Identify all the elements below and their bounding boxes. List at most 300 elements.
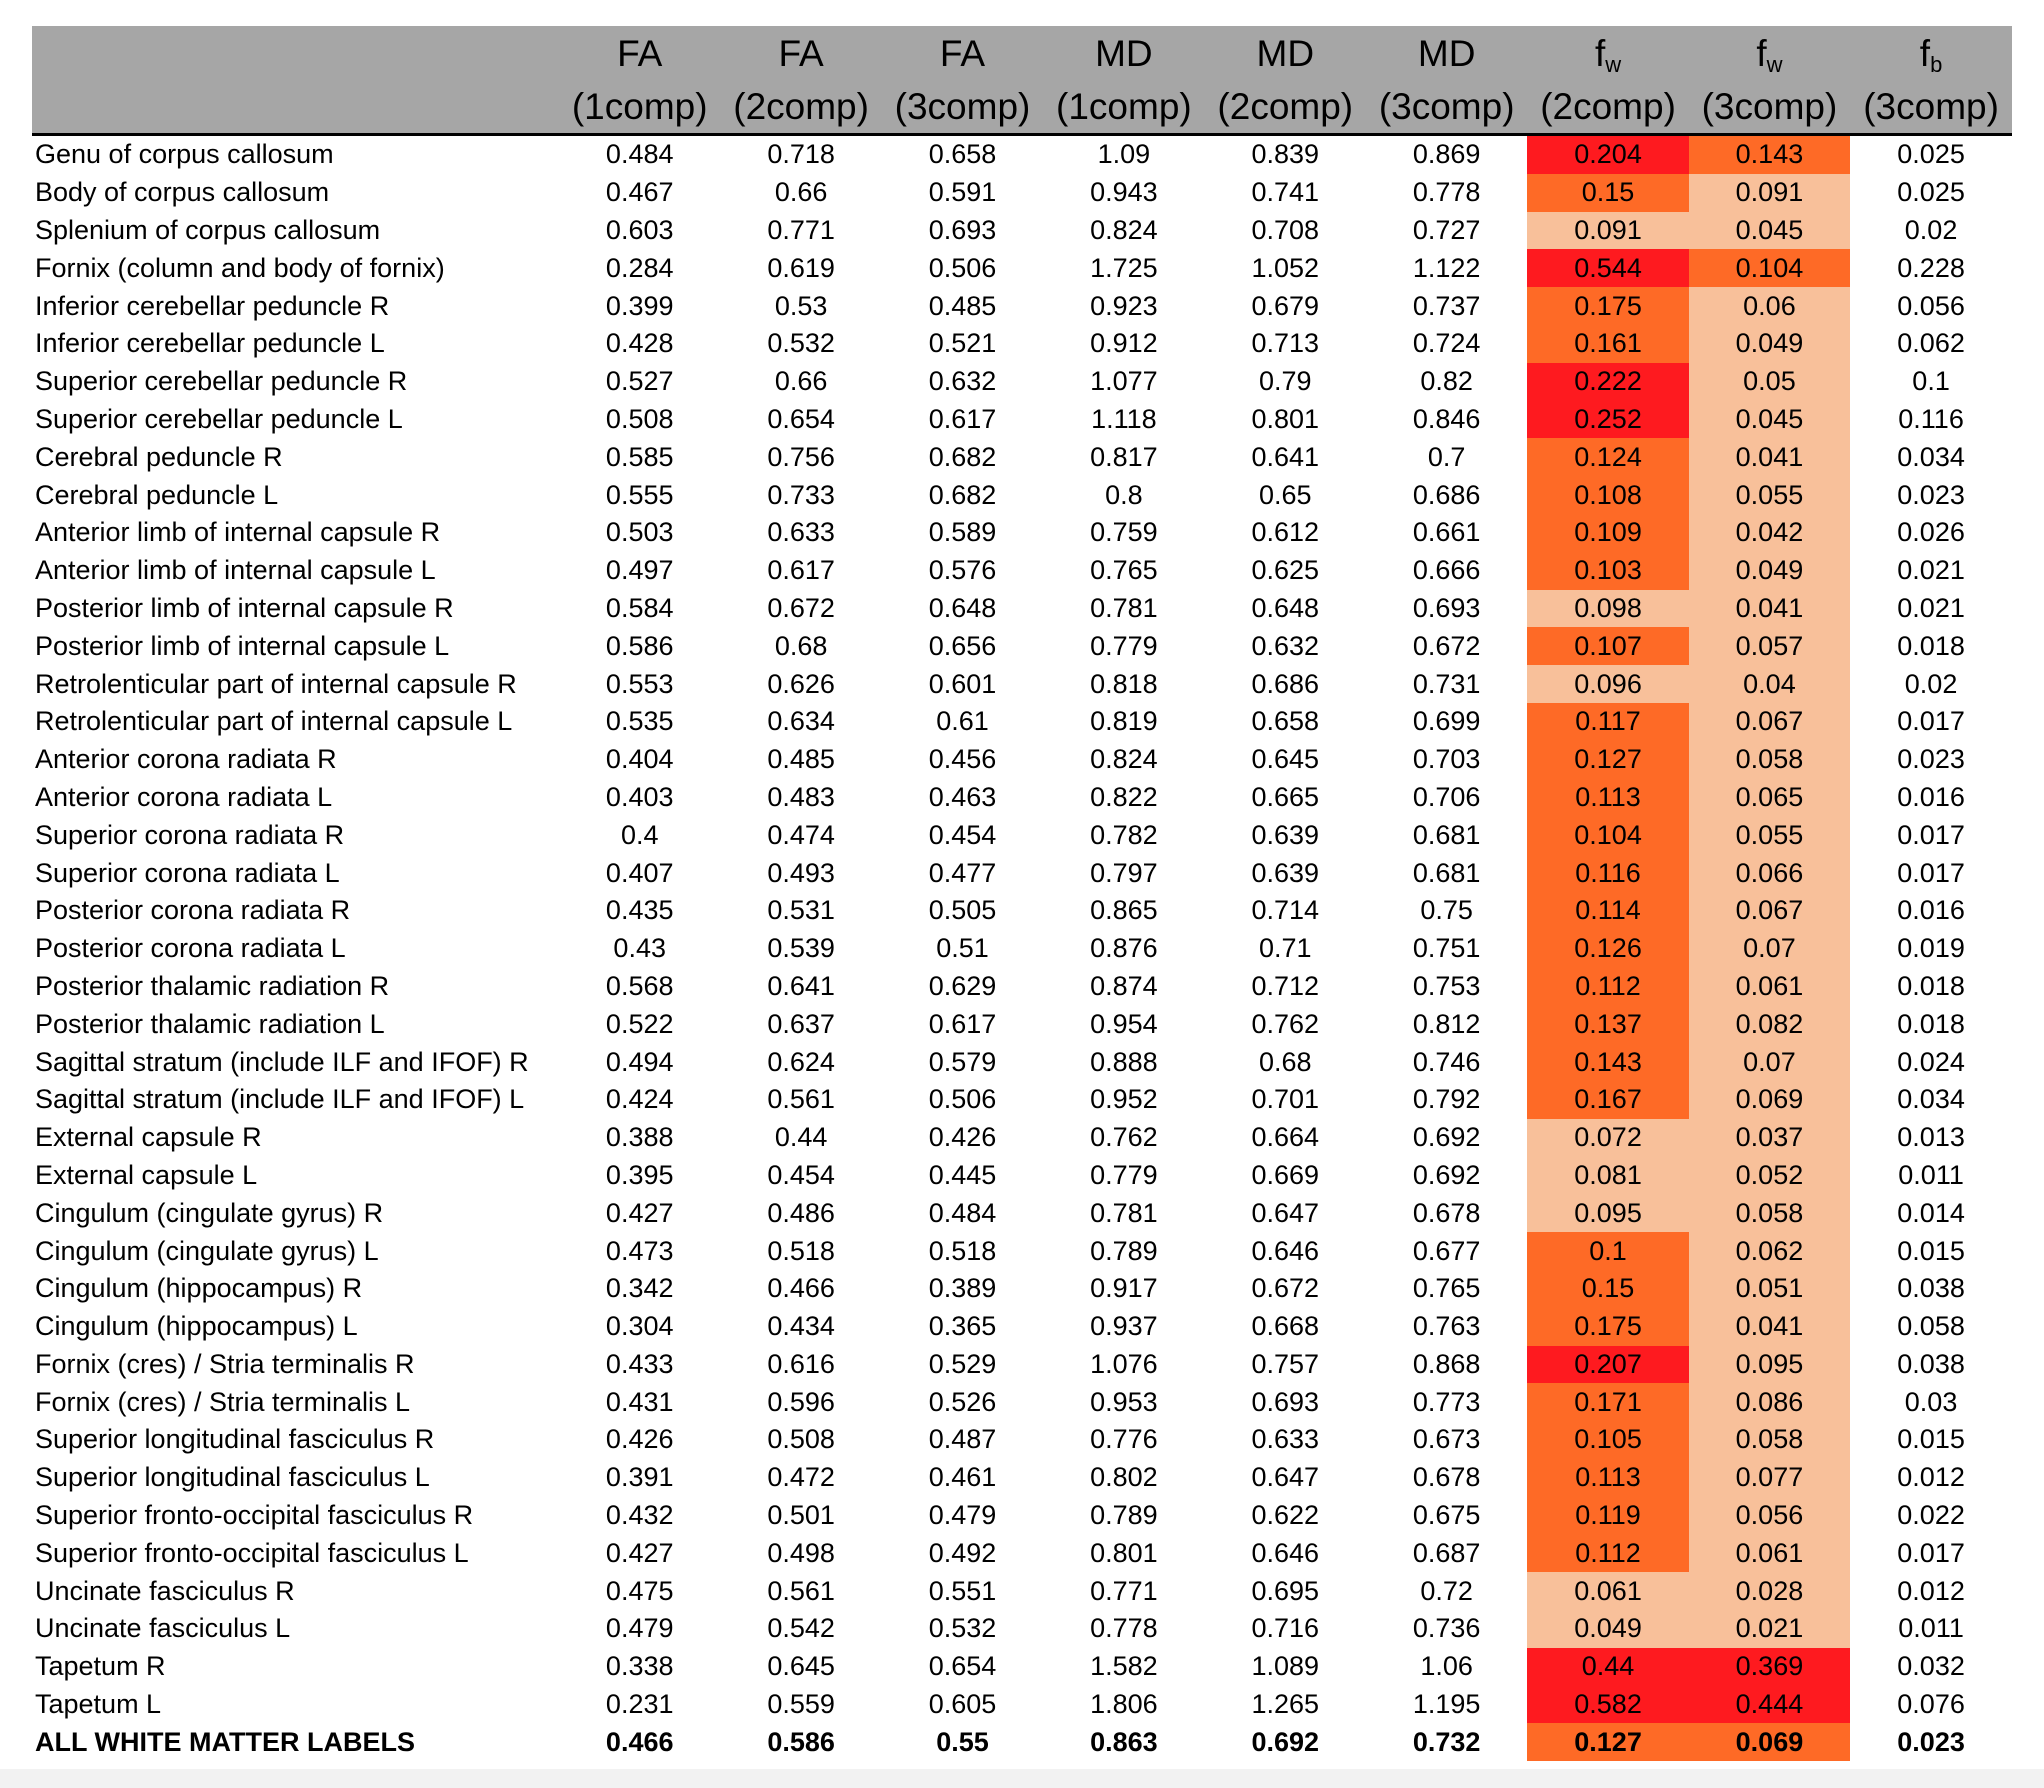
cell-fw-2comp: 0.117 xyxy=(1527,703,1688,741)
cell-md-1comp: 0.789 xyxy=(1090,1500,1158,1531)
cell-fw-3comp: 0.051 xyxy=(1689,1270,1850,1308)
cell-fa-2comp: 0.474 xyxy=(767,819,835,850)
table-row xyxy=(32,1157,2012,1195)
header-variant: (2comp) xyxy=(1217,86,1354,127)
header-cell-fa-1comp xyxy=(559,26,720,135)
cell-fa-1comp: 0.535 xyxy=(605,706,674,737)
cell-region: Splenium of corpus callosum xyxy=(35,214,381,245)
cell-fw-3comp: 0.045 xyxy=(1689,212,1850,250)
summary-cell-md-3comp: 0.732 xyxy=(1412,1726,1481,1757)
cell-fa-3comp: 0.463 xyxy=(928,781,997,812)
cell-fa-2comp: 0.434 xyxy=(767,1311,835,1342)
cell-fb-3comp: 0.018 xyxy=(1897,970,1965,1001)
table-row xyxy=(32,1232,2012,1270)
header-cell-fw-3comp xyxy=(1689,26,1850,135)
cell-fa-2comp: 0.483 xyxy=(767,781,835,812)
cell-md-3comp: 0.706 xyxy=(1412,781,1481,812)
cell-md-1comp: 0.782 xyxy=(1090,819,1158,850)
cell-md-3comp: 0.869 xyxy=(1412,139,1481,170)
cell-fw-2comp: 0.15 xyxy=(1527,1270,1688,1308)
cell-md-1comp: 0.776 xyxy=(1090,1424,1158,1455)
cell-region: Anterior limb of internal capsule L xyxy=(35,555,436,586)
header-variant xyxy=(32,83,559,131)
cell-fa-2comp: 0.68 xyxy=(774,630,828,661)
cell-md-3comp: 0.7 xyxy=(1427,441,1466,472)
header-variant: (3comp) xyxy=(1863,86,1999,127)
cell-fa-3comp: 0.456 xyxy=(928,744,997,775)
cell-fw-3comp: 0.061 xyxy=(1689,1534,1850,1572)
cell-fa-2comp: 0.771 xyxy=(767,214,835,245)
cell-region: Tapetum R xyxy=(35,1651,166,1682)
cell-fb-3comp: 0.022 xyxy=(1897,1500,1965,1531)
cell-md-2comp: 0.646 xyxy=(1251,1235,1320,1266)
header-cell-md-1comp xyxy=(1043,26,1204,135)
cell-fw-3comp: 0.055 xyxy=(1689,476,1850,514)
cell-fb-3comp: 0.116 xyxy=(1898,403,1964,434)
cell-fw-2comp: 0.143 xyxy=(1527,1043,1688,1081)
cell-md-3comp: 0.737 xyxy=(1412,290,1481,321)
cell-fb-3comp: 0.228 xyxy=(1897,252,1965,283)
cell-md-2comp: 0.71 xyxy=(1258,933,1312,964)
cell-fa-1comp: 0.4 xyxy=(620,819,659,850)
cell-fa-1comp: 0.433 xyxy=(605,1348,674,1379)
cell-md-1comp: 0.779 xyxy=(1090,1159,1158,1190)
header-quantity: MD xyxy=(1417,33,1476,74)
cell-fa-2comp: 0.624 xyxy=(767,1046,835,1077)
cell-fw-3comp: 0.058 xyxy=(1689,1194,1850,1232)
cell-fb-3comp: 0.013 xyxy=(1897,1122,1965,1153)
cell-fa-1comp: 0.494 xyxy=(605,1046,674,1077)
cell-md-2comp: 0.757 xyxy=(1251,1348,1320,1379)
table-row xyxy=(32,287,2012,325)
cell-fa-3comp: 0.477 xyxy=(928,857,997,888)
cell-fw-3comp: 0.067 xyxy=(1689,703,1850,741)
cell-md-2comp: 0.645 xyxy=(1251,744,1320,775)
cell-md-2comp: 0.801 xyxy=(1251,403,1320,434)
cell-md-2comp: 0.79 xyxy=(1258,366,1312,397)
cell-md-2comp: 0.714 xyxy=(1251,895,1320,926)
cell-fb-3comp: 0.038 xyxy=(1897,1348,1965,1379)
cell-fa-2comp: 0.454 xyxy=(767,1159,835,1190)
cell-fb-3comp: 0.1 xyxy=(1912,366,1950,397)
cell-fa-3comp: 0.529 xyxy=(928,1348,997,1379)
cell-fa-1comp: 0.399 xyxy=(605,290,674,321)
results-table xyxy=(32,26,2012,1761)
cell-fb-3comp: 0.062 xyxy=(1897,328,1965,359)
table-row xyxy=(32,1119,2012,1157)
cell-md-3comp: 0.666 xyxy=(1412,555,1481,586)
cell-md-1comp: 1.725 xyxy=(1090,252,1158,283)
cell-region: Superior corona radiata L xyxy=(35,857,340,888)
cell-region: Inferior cerebellar peduncle R xyxy=(35,290,390,321)
cell-fw-2comp: 0.113 xyxy=(1527,1459,1688,1497)
cell-region: Posterior corona radiata L xyxy=(35,933,346,964)
cell-fa-1comp: 0.497 xyxy=(605,555,674,586)
cell-fb-3comp: 0.012 xyxy=(1897,1575,1965,1606)
cell-region: Cingulum (hippocampus) R xyxy=(35,1273,363,1304)
cell-md-1comp: 0.781 xyxy=(1090,592,1158,623)
cell-fa-3comp: 0.682 xyxy=(928,441,997,472)
cell-md-2comp: 0.639 xyxy=(1251,857,1320,888)
cell-fa-3comp: 0.605 xyxy=(928,1689,997,1720)
cell-md-1comp: 0.759 xyxy=(1090,517,1158,548)
cell-fw-2comp: 0.161 xyxy=(1527,325,1688,363)
cell-md-3comp: 0.693 xyxy=(1412,592,1481,623)
table-row xyxy=(32,1005,2012,1043)
cell-md-3comp: 0.672 xyxy=(1412,630,1481,661)
cell-fa-2comp: 0.637 xyxy=(767,1008,835,1039)
cell-fw-2comp: 0.061 xyxy=(1527,1572,1688,1610)
header-variant: (2comp) xyxy=(1540,86,1676,127)
cell-fa-2comp: 0.518 xyxy=(767,1235,835,1266)
cell-fa-2comp: 0.619 xyxy=(767,252,835,283)
cell-fw-3comp: 0.021 xyxy=(1689,1610,1850,1648)
cell-md-3comp: 0.727 xyxy=(1412,214,1481,245)
cell-fb-3comp: 0.015 xyxy=(1897,1235,1965,1266)
header-row xyxy=(32,26,2012,135)
cell-md-1comp: 0.923 xyxy=(1090,290,1158,321)
cell-md-3comp: 0.692 xyxy=(1412,1122,1481,1153)
cell-fa-1comp: 0.284 xyxy=(605,252,674,283)
cell-fa-3comp: 0.505 xyxy=(928,895,997,926)
header-cell-region xyxy=(32,26,559,135)
cell-fa-1comp: 0.527 xyxy=(605,366,674,397)
cell-fa-2comp: 0.626 xyxy=(767,668,835,699)
cell-md-1comp: 0.765 xyxy=(1090,555,1158,586)
cell-md-1comp: 0.818 xyxy=(1090,668,1158,699)
cell-fa-2comp: 0.531 xyxy=(767,895,835,926)
cell-region: Retrolenticular part of internal capsule R xyxy=(35,668,517,699)
cell-md-1comp: 0.937 xyxy=(1090,1311,1158,1342)
cell-md-3comp: 0.753 xyxy=(1412,970,1481,1001)
cell-fb-3comp: 0.012 xyxy=(1897,1462,1965,1493)
cell-md-1comp: 0.819 xyxy=(1090,706,1158,737)
cell-fw-3comp: 0.369 xyxy=(1689,1648,1850,1686)
cell-fw-3comp: 0.082 xyxy=(1689,1005,1850,1043)
cell-fw-2comp: 0.049 xyxy=(1527,1610,1688,1648)
table-row xyxy=(32,438,2012,476)
cell-fa-3comp: 0.51 xyxy=(936,933,989,964)
cell-fw-2comp: 0.124 xyxy=(1527,438,1688,476)
cell-region: Sagittal stratum (include ILF and IFOF) R xyxy=(35,1046,529,1077)
cell-fb-3comp: 0.017 xyxy=(1897,857,1965,888)
summary-cell-fa-3comp: 0.55 xyxy=(936,1726,989,1757)
cell-fw-2comp: 0.119 xyxy=(1527,1497,1688,1535)
cell-md-3comp: 0.72 xyxy=(1420,1575,1473,1606)
cell-md-3comp: 0.678 xyxy=(1412,1462,1481,1493)
cell-md-2comp: 1.265 xyxy=(1251,1689,1320,1720)
cell-region: Fornix (cres) / Stria terminalis L xyxy=(35,1386,411,1417)
cell-fw-2comp: 0.252 xyxy=(1527,401,1688,439)
table-row xyxy=(32,249,2012,287)
cell-fb-3comp: 0.017 xyxy=(1897,819,1965,850)
cell-md-2comp: 0.672 xyxy=(1251,1273,1320,1304)
cell-md-2comp: 0.695 xyxy=(1251,1575,1320,1606)
cell-fa-1comp: 0.427 xyxy=(605,1537,674,1568)
table-row xyxy=(32,135,2012,174)
cell-md-3comp: 0.699 xyxy=(1412,706,1481,737)
cell-fw-2comp: 0.15 xyxy=(1527,174,1688,212)
cell-fa-2comp: 0.44 xyxy=(774,1122,828,1153)
cell-fa-1comp: 0.555 xyxy=(605,479,674,510)
cell-fa-1comp: 0.427 xyxy=(605,1197,674,1228)
cell-fw-3comp: 0.042 xyxy=(1689,514,1850,552)
cell-fa-1comp: 0.553 xyxy=(605,668,674,699)
table-row xyxy=(32,1081,2012,1119)
header-cell-md-3comp xyxy=(1366,26,1527,135)
cell-fa-2comp: 0.486 xyxy=(767,1197,835,1228)
cell-fw-3comp: 0.07 xyxy=(1689,930,1850,968)
cell-fw-2comp: 0.112 xyxy=(1527,1534,1688,1572)
cell-fa-3comp: 0.389 xyxy=(928,1273,997,1304)
cell-md-1comp: 0.779 xyxy=(1090,630,1158,661)
cell-region: Superior longitudinal fasciculus R xyxy=(35,1424,435,1455)
cell-fw-2comp: 0.091 xyxy=(1527,212,1688,250)
cell-region: Superior corona radiata R xyxy=(35,819,345,850)
cell-fa-3comp: 0.629 xyxy=(928,970,997,1001)
cell-md-3comp: 0.82 xyxy=(1420,366,1473,397)
cell-region: Body of corpus callosum xyxy=(35,177,330,208)
cell-fa-3comp: 0.445 xyxy=(928,1159,997,1190)
table-row xyxy=(32,1383,2012,1421)
table-row xyxy=(32,703,2012,741)
table-row xyxy=(32,665,2012,703)
cell-fa-2comp: 0.532 xyxy=(767,328,835,359)
cell-fa-2comp: 0.501 xyxy=(767,1500,835,1531)
summary-cell-region: ALL WHITE MATTER LABELS xyxy=(35,1726,415,1757)
cell-md-3comp: 0.678 xyxy=(1412,1197,1481,1228)
cell-fa-1comp: 0.435 xyxy=(605,895,674,926)
summary-cell-md-1comp: 0.863 xyxy=(1090,1726,1158,1757)
cell-fa-3comp: 0.479 xyxy=(928,1500,997,1531)
cell-md-1comp: 0.797 xyxy=(1090,857,1158,888)
cell-fb-3comp: 0.076 xyxy=(1897,1689,1965,1720)
cell-region: Cerebral peduncle R xyxy=(35,441,283,472)
cell-fa-3comp: 0.654 xyxy=(928,1651,997,1682)
cell-fa-1comp: 0.338 xyxy=(605,1651,674,1682)
header-variant: (1comp) xyxy=(571,86,708,127)
cell-fa-1comp: 0.428 xyxy=(605,328,674,359)
cell-md-2comp: 0.712 xyxy=(1251,970,1320,1001)
cell-fb-3comp: 0.058 xyxy=(1897,1311,1965,1342)
cell-md-2comp: 0.641 xyxy=(1251,441,1320,472)
cell-md-3comp: 1.06 xyxy=(1420,1651,1473,1682)
summary-cell-fa-2comp: 0.586 xyxy=(767,1726,835,1757)
header-cell-fb-3comp xyxy=(1850,26,2012,135)
cell-fw-2comp: 0.114 xyxy=(1527,892,1688,930)
cell-md-3comp: 0.681 xyxy=(1412,819,1481,850)
cell-md-1comp: 0.824 xyxy=(1090,214,1158,245)
cell-md-1comp: 0.952 xyxy=(1090,1084,1158,1115)
cell-md-2comp: 0.622 xyxy=(1251,1500,1320,1531)
cell-fb-3comp: 0.017 xyxy=(1897,1537,1965,1568)
cell-md-1comp: 1.076 xyxy=(1090,1348,1158,1379)
cell-fa-2comp: 0.66 xyxy=(774,366,828,397)
cell-md-1comp: 1.09 xyxy=(1097,139,1151,170)
summary-cell-fw-2comp: 0.127 xyxy=(1527,1723,1688,1761)
cell-fw-3comp: 0.062 xyxy=(1689,1232,1850,1270)
cell-md-3comp: 0.724 xyxy=(1412,328,1481,359)
cell-md-2comp: 0.762 xyxy=(1251,1008,1320,1039)
cell-fw-3comp: 0.045 xyxy=(1689,401,1850,439)
cell-fb-3comp: 0.015 xyxy=(1897,1424,1965,1455)
cell-md-3comp: 0.751 xyxy=(1412,933,1481,964)
cell-md-3comp: 0.661 xyxy=(1412,517,1481,548)
cell-region: Cingulum (cingulate gyrus) L xyxy=(35,1235,379,1266)
cell-fa-1comp: 0.395 xyxy=(605,1159,674,1190)
cell-fa-2comp: 0.654 xyxy=(767,403,835,434)
cell-fb-3comp: 0.034 xyxy=(1897,1084,1965,1115)
table-row xyxy=(32,892,2012,930)
cell-fb-3comp: 0.034 xyxy=(1897,441,1965,472)
cell-md-3comp: 0.763 xyxy=(1412,1311,1481,1342)
cell-fa-3comp: 0.693 xyxy=(928,214,997,245)
cell-fa-3comp: 0.487 xyxy=(928,1424,997,1455)
summary-cell-fw-3comp: 0.069 xyxy=(1689,1723,1850,1761)
table-row xyxy=(32,552,2012,590)
cell-md-1comp: 1.118 xyxy=(1091,403,1157,434)
table-row xyxy=(32,590,2012,628)
cell-md-2comp: 0.625 xyxy=(1251,555,1320,586)
header-variant: (3comp) xyxy=(1701,86,1838,127)
cell-fa-2comp: 0.493 xyxy=(767,857,835,888)
cell-fb-3comp: 0.026 xyxy=(1897,517,1965,548)
cell-fa-3comp: 0.648 xyxy=(928,592,997,623)
cell-fa-1comp: 0.585 xyxy=(605,441,674,472)
cell-region: Anterior corona radiata R xyxy=(35,744,337,775)
cell-fw-2comp: 0.116 xyxy=(1527,854,1688,892)
cell-fw-2comp: 0.175 xyxy=(1527,287,1688,325)
cell-fw-2comp: 0.126 xyxy=(1527,930,1688,968)
cell-fa-1comp: 0.231 xyxy=(605,1689,674,1720)
cell-region: Uncinate fasciculus R xyxy=(35,1575,295,1606)
cell-fb-3comp: 0.019 xyxy=(1897,933,1965,964)
cell-md-1comp: 0.917 xyxy=(1090,1273,1158,1304)
table-row xyxy=(32,930,2012,968)
table-row xyxy=(32,1534,2012,1572)
cell-md-1comp: 0.824 xyxy=(1090,744,1158,775)
cell-md-3comp: 0.677 xyxy=(1412,1235,1481,1266)
cell-fa-2comp: 0.508 xyxy=(767,1424,835,1455)
cell-md-3comp: 0.731 xyxy=(1412,668,1481,699)
cell-fa-2comp: 0.466 xyxy=(767,1273,835,1304)
cell-fa-3comp: 0.506 xyxy=(928,252,997,283)
cell-fw-2comp: 0.544 xyxy=(1527,249,1688,287)
cell-md-3comp: 0.681 xyxy=(1412,857,1481,888)
cell-md-2comp: 0.716 xyxy=(1251,1613,1320,1644)
cell-md-2comp: 0.839 xyxy=(1251,139,1320,170)
cell-md-2comp: 0.679 xyxy=(1251,290,1320,321)
cell-fa-1comp: 0.424 xyxy=(605,1084,674,1115)
table-row xyxy=(32,1194,2012,1232)
table-row xyxy=(32,1572,2012,1610)
cell-fw-2comp: 0.222 xyxy=(1527,363,1688,401)
cell-fw-3comp: 0.095 xyxy=(1689,1346,1850,1384)
cell-fa-1comp: 0.43 xyxy=(613,933,666,964)
cell-region: Superior cerebellar peduncle R xyxy=(35,366,408,397)
cell-md-3comp: 0.765 xyxy=(1412,1273,1481,1304)
cell-md-3comp: 0.846 xyxy=(1412,403,1481,434)
cell-fa-3comp: 0.521 xyxy=(928,328,997,359)
table-row xyxy=(32,1421,2012,1459)
cell-fw-2comp: 0.109 xyxy=(1527,514,1688,552)
cell-md-3comp: 1.195 xyxy=(1412,1689,1481,1720)
cell-region: Retrolenticular part of internal capsule L xyxy=(35,706,513,737)
cell-fw-2comp: 0.107 xyxy=(1527,627,1688,665)
cell-md-2comp: 1.089 xyxy=(1251,1651,1320,1682)
table-header xyxy=(32,26,2012,135)
cell-fw-3comp: 0.104 xyxy=(1689,249,1850,287)
cell-fw-2comp: 0.108 xyxy=(1527,476,1688,514)
cell-fb-3comp: 0.038 xyxy=(1897,1273,1965,1304)
table-row xyxy=(32,816,2012,854)
cell-region: Superior longitudinal fasciculus L xyxy=(35,1462,430,1493)
cell-md-2comp: 0.639 xyxy=(1251,819,1320,850)
cell-md-1comp: 0.954 xyxy=(1090,1008,1158,1039)
cell-fw-2comp: 0.105 xyxy=(1527,1421,1688,1459)
cell-fa-1comp: 0.503 xyxy=(605,517,674,548)
cell-region: Anterior limb of internal capsule R xyxy=(35,517,441,548)
cell-md-1comp: 0.781 xyxy=(1090,1197,1158,1228)
cell-fw-2comp: 0.1 xyxy=(1527,1232,1688,1270)
cell-fa-2comp: 0.498 xyxy=(767,1537,835,1568)
cell-fw-2comp: 0.167 xyxy=(1527,1081,1688,1119)
cell-fa-3comp: 0.492 xyxy=(928,1537,997,1568)
cell-fw-3comp: 0.05 xyxy=(1689,363,1850,401)
cell-fa-2comp: 0.718 xyxy=(767,139,835,170)
table-row xyxy=(32,741,2012,779)
cell-fa-2comp: 0.559 xyxy=(767,1689,835,1720)
cell-region: Posterior thalamic radiation R xyxy=(35,970,390,1001)
cell-region: Sagittal stratum (include ILF and IFOF) L xyxy=(35,1084,525,1115)
header-cell-fw-2comp xyxy=(1527,26,1688,135)
cell-region: Cingulum (cingulate gyrus) R xyxy=(35,1197,384,1228)
cell-fw-2comp: 0.098 xyxy=(1527,590,1688,628)
cell-region: External capsule L xyxy=(35,1159,258,1190)
cell-fw-3comp: 0.058 xyxy=(1689,1421,1850,1459)
cell-fa-3comp: 0.526 xyxy=(928,1386,997,1417)
cell-md-1comp: 0.888 xyxy=(1090,1046,1158,1077)
cell-fw-3comp: 0.07 xyxy=(1689,1043,1850,1081)
cell-fa-1comp: 0.403 xyxy=(605,781,674,812)
table-row xyxy=(32,212,2012,250)
cell-md-1comp: 0.778 xyxy=(1090,1613,1158,1644)
cell-fw-3comp: 0.056 xyxy=(1689,1497,1850,1535)
cell-fa-2comp: 0.53 xyxy=(774,290,828,321)
cell-md-2comp: 0.632 xyxy=(1251,630,1320,661)
table-row xyxy=(32,174,2012,212)
cell-fa-1comp: 0.522 xyxy=(605,1008,674,1039)
summary-cell-md-2comp: 0.692 xyxy=(1251,1726,1320,1757)
cell-md-2comp: 0.665 xyxy=(1251,781,1320,812)
table-row xyxy=(32,854,2012,892)
cell-fa-3comp: 0.579 xyxy=(928,1046,997,1077)
cell-fw-3comp: 0.444 xyxy=(1689,1686,1850,1724)
cell-region: Cerebral peduncle L xyxy=(35,479,279,510)
cell-fw-2comp: 0.171 xyxy=(1527,1383,1688,1421)
cell-md-2comp: 0.648 xyxy=(1251,592,1320,623)
cell-fb-3comp: 0.02 xyxy=(1904,668,1958,699)
cell-fa-2comp: 0.641 xyxy=(767,970,835,1001)
cell-fw-3comp: 0.041 xyxy=(1689,590,1850,628)
cell-md-2comp: 0.646 xyxy=(1251,1537,1320,1568)
summary-row xyxy=(32,1723,2012,1761)
cell-md-1comp: 0.8 xyxy=(1105,479,1143,510)
cell-md-3comp: 0.736 xyxy=(1412,1613,1481,1644)
cell-md-3comp: 0.673 xyxy=(1412,1424,1481,1455)
cell-fw-3comp: 0.041 xyxy=(1689,1308,1850,1346)
cell-fb-3comp: 0.02 xyxy=(1904,214,1958,245)
